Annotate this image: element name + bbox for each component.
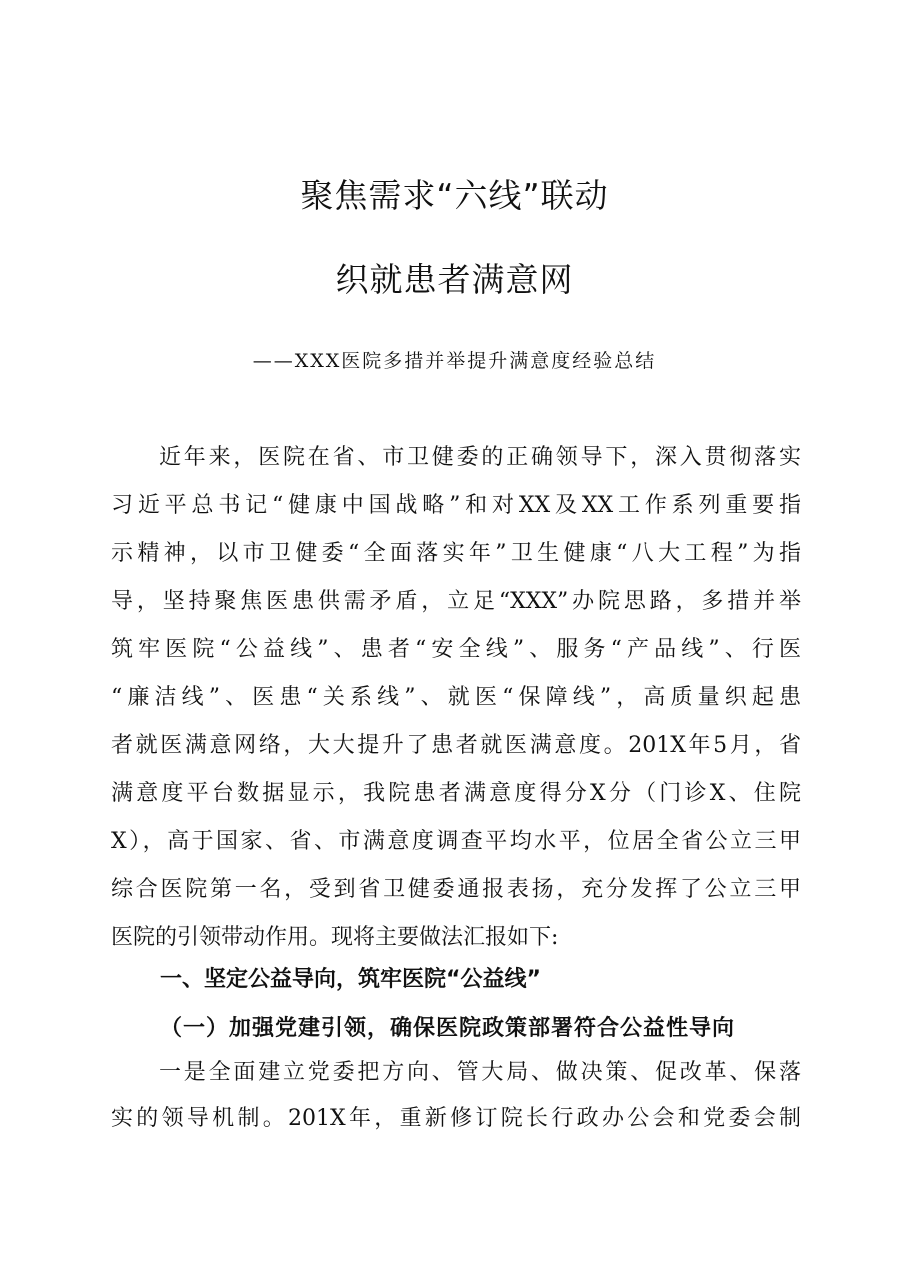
paragraph-line: 综合医院第一名，受到省卫健委通报表扬，充分发挥了公立三甲 [111,877,801,902]
paragraph-line: 筑牢医院“公益线”、患者“安全线”、服务“产品线”、行医 [111,637,801,662]
document-title-line-1: 聚焦需求“六线”联动 [300,176,609,215]
paragraph-line: 习近平总书记“健康中国战略”和对XX及XX工作系列重要指 [111,493,801,518]
paragraph-line: 近年来，医院在省、市卫健委的正确领导下，深入贯彻落实 [159,445,801,470]
document-subtitle: ——XXX医院多措并举提升满意度经验总结 [252,350,657,372]
document-title-line-2: 织就患者满意网 [335,260,574,299]
paragraph-line: X），高于国家、省、市满意度调查平均水平，位居全省公立三甲 [111,829,801,854]
paragraph-line: 医院的引领带动作用。现将主要做法汇报如下: [111,925,559,950]
paragraph-line: 示精神，以市卫健委“全面落实年”卫生健康“八大工程”为指 [111,541,801,566]
paragraph-line: 者就医满意网络，大大提升了患者就医满意度。201X年5月，省 [111,733,801,758]
subsection-heading: （一）加强党建引领，确保医院政策部署符合公益性导向 [160,1015,736,1041]
paragraph-line: 实的领导机制。201X年，重新修订院长行政办公会和党委会制 [111,1106,801,1131]
intro-paragraph [111,434,801,962]
paragraph-line: 满意度平台数据显示，我院患者满意度得分X分（门诊X、住院 [111,781,801,806]
paragraph-line: 导，坚持聚焦医患供需矛盾，立足“XXX”办院思路，多措并举 [111,589,801,614]
paragraph-line: “廉洁线”、医患“关系线”、就医“保障线”，高质量织起患 [111,685,801,710]
section-heading: 一、坚定公益导向，筑牢医院“公益线” [160,967,541,992]
section-paragraph [111,1050,801,1142]
paragraph-line: 一是全面建立党委把方向、管大局、做决策、促改革、保落 [159,1060,801,1085]
